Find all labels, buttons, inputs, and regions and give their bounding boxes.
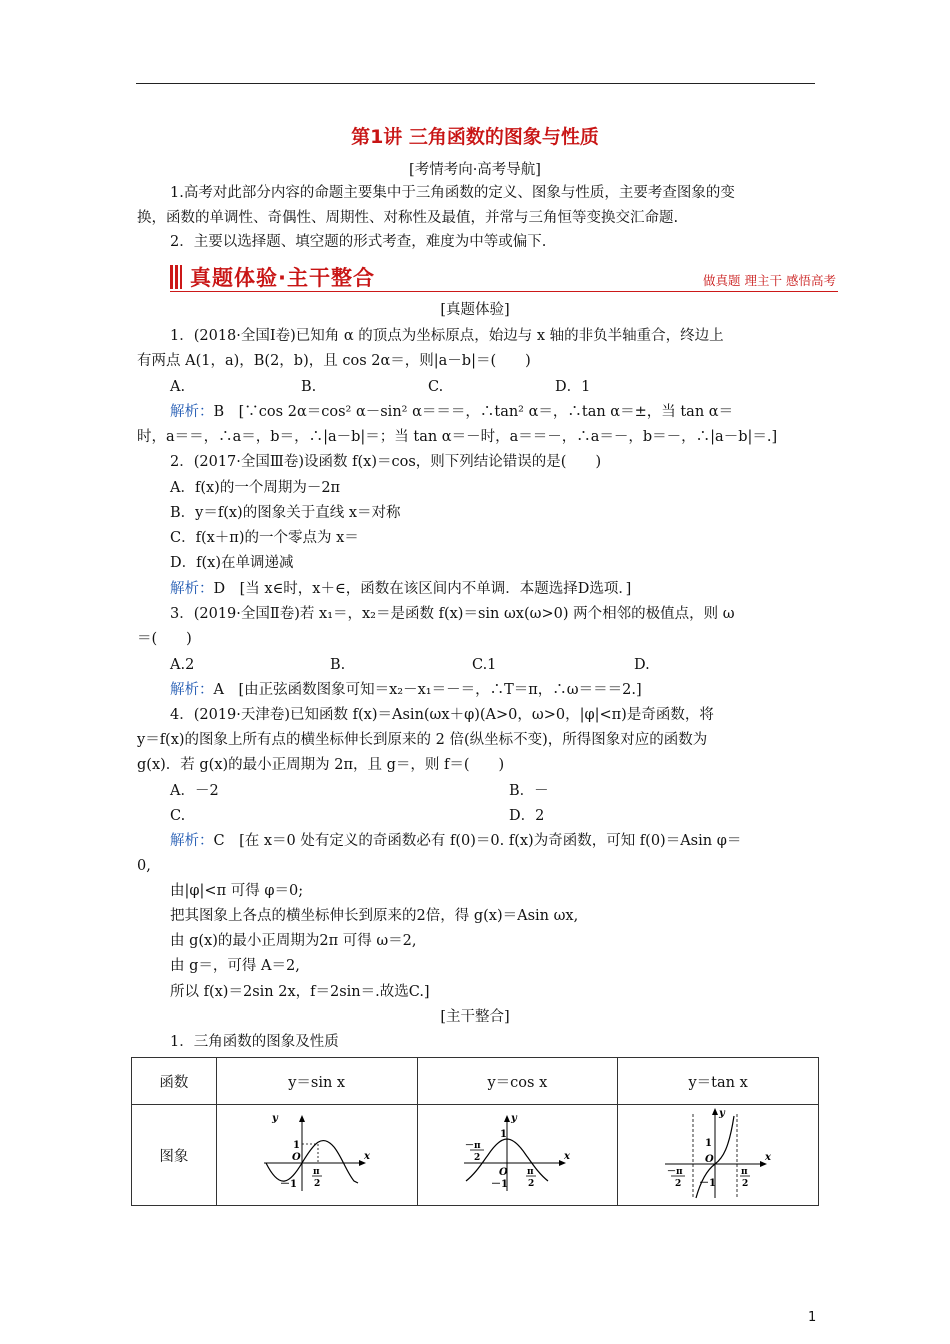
tan-y-label: y [719, 1108, 725, 1119]
banner-title: 真题体验·主干整合 [190, 266, 375, 290]
q4-option-a: A．－2 [170, 783, 219, 799]
q1-line2: 有两点 A(1，a)，B(2，b)，且 cos 2α＝，则|a－b|＝( ) [137, 353, 531, 369]
cos-x-label: x [564, 1151, 571, 1162]
header-cell-cos: y＝cos x [417, 1058, 618, 1105]
sin-x-label: x [363, 1151, 370, 1162]
q4-answer-line7: 所以 f(x)＝2sin 2x，f＝2sin＝.故选C.] [170, 984, 430, 1000]
q3-line1: 3．(2019·全国Ⅱ卷)若 x₁＝，x₂＝是函数 f(x)＝sin ωx(ω>0) 两个相邻的极值点，则 ω [170, 606, 735, 622]
tan-x-label: x [765, 1152, 772, 1163]
q4-answer-line6: 由 g＝，可得 A＝2, [170, 958, 300, 974]
tan-two-label-left: 2 [675, 1179, 682, 1189]
q4-jiexi-label: 解析： [170, 833, 214, 849]
banner-stripe [170, 265, 182, 289]
q3-option-b: B. [330, 657, 346, 673]
sin-origin-label: O [291, 1152, 301, 1163]
cos-y-label: y [511, 1113, 518, 1124]
cos-neg-pi-label: －π [465, 1141, 481, 1151]
q2-answer-text: D [当 x∈时，x＋∈，函数在该区间内不单调．本题选择D选项．] [213, 581, 632, 597]
q1-option-c: C. [428, 379, 444, 395]
q1-jiexi-label: 解析： [170, 404, 214, 420]
q1-answer-text1: B [∵cos 2α＝cos² α－sin² α＝＝＝，∴tan² α＝，∴tan α＝±，当 tan α＝ [213, 404, 734, 420]
sin-two-label: 2 [313, 1179, 320, 1189]
header-cell-sin: y＝sin x [216, 1058, 417, 1105]
q3-jiexi-label: 解析： [170, 682, 214, 698]
cos-neg-one-label: －1 [491, 1179, 509, 1190]
cos-two-label-left: 2 [474, 1153, 481, 1163]
cos-y-arrow-icon [504, 1115, 510, 1122]
section-banner [170, 262, 838, 292]
header-rule [136, 83, 815, 84]
tan-one-label: 1 [705, 1138, 713, 1149]
table-graph-row [132, 1105, 819, 1206]
q4-answer-line1 [170, 831, 741, 851]
page-number: 1 [808, 1310, 817, 1325]
q1-option-b: B. [301, 379, 317, 395]
section-zhenti: [真题体验] [440, 302, 510, 318]
cos-one-label: 1 [500, 1129, 508, 1140]
sin-curve [266, 1140, 358, 1183]
q2-option-c: C．f(x＋π)的一个零点为 x＝ [170, 530, 359, 546]
intro-p1-line2: 换，函数的单调性、奇偶性、周期性、对称性及最值，并常与三角恒等变换交汇命题. [137, 210, 679, 226]
cos-graph-cell [417, 1105, 618, 1206]
table-heading: 1．三角函数的图象及性质 [170, 1034, 339, 1050]
sin-graph [262, 1111, 372, 1195]
q4-answer-line5: 由 g(x)的最小正周期为2π 可得 ω＝2, [170, 933, 417, 949]
sin-neg-one-label: －1 [279, 1179, 297, 1190]
section-subtitle: [考情考向·高考导航] [409, 162, 541, 178]
header-cell-function: 函数 [132, 1058, 217, 1105]
q4-option-c: C. [170, 808, 186, 824]
q4-option-b: B．－ [509, 783, 549, 799]
tan-graph-cell [618, 1105, 819, 1206]
q1-answer-line1 [170, 402, 733, 422]
banner-tagline: 做真题 理主干 感悟高考 [703, 273, 836, 288]
tan-graph [663, 1106, 773, 1200]
row-label-graph: 图象 [132, 1105, 217, 1206]
cos-origin-label: O [499, 1167, 509, 1178]
tan-pi-label: π [741, 1167, 748, 1177]
cos-graph [462, 1111, 572, 1195]
tan-neg-pi-label: －π [667, 1167, 683, 1177]
q2-stem: 2．(2017·全国Ⅲ卷)设函数 f(x)＝cos，则下列结论错误的是( ) [170, 454, 602, 470]
q3-answer [170, 680, 642, 700]
sin-one-label: 1 [292, 1140, 300, 1151]
tan-neg-one-label: －1 [699, 1178, 717, 1189]
header-cell-tan: y＝tan x [618, 1058, 819, 1105]
tan-y-arrow-icon [712, 1108, 718, 1115]
q2-option-b: B．y＝f(x)的图象关于直线 x＝对称 [170, 505, 401, 521]
q2-answer [170, 579, 631, 599]
q4-option-d: D．2 [509, 808, 545, 824]
q1-option-d: D．1 [555, 379, 591, 395]
q2-jiexi-label: 解析： [170, 581, 214, 597]
q3-line2: ＝( ) [137, 631, 192, 647]
q1-option-a: A. [170, 379, 186, 395]
q4-line1: 4．(2019·天津卷)已知函数 f(x)＝Asin(ωx＋φ)(A>0，ω>0，|φ|<π)是奇函数，将 [170, 707, 714, 723]
q2-option-d: D．f(x)在单调递减 [170, 555, 294, 571]
tan-origin-label: O [705, 1154, 714, 1165]
q4-line3: g(x)．若 g(x)的最小正周期为 2π，且 g＝，则 f＝( ) [137, 757, 505, 773]
q4-answer-line4: 把其图象上各点的横坐标伸长到原来的2倍，得 g(x)＝Asin ωx, [170, 908, 579, 924]
sin-graph-cell [216, 1105, 417, 1206]
q1-line1: 1．(2018·全国Ⅰ卷)已知角 α 的顶点为坐标原点，始边与 x 轴的非负半轴重合，终边上 [170, 328, 724, 344]
q2-option-a: A．f(x)的一个周期为－2π [170, 480, 341, 496]
section-zhugan: [主干整合] [440, 1009, 510, 1025]
q3-option-d: D. [634, 657, 650, 673]
banner-underline [170, 291, 838, 292]
cos-pi-label: π [527, 1167, 534, 1177]
q3-answer-text: A [由正弦函数图象可知＝x₂－x₁＝－＝，∴T＝π，∴ω＝＝＝2.] [213, 682, 642, 698]
q3-option-a: A.2 [170, 657, 195, 673]
trig-function-table [131, 1057, 819, 1206]
sin-y-label: y [271, 1113, 278, 1124]
q4-answer-text1: C [在 x＝0 处有定义的奇函数必有 f(0)＝0. f(x)为奇函数，可知 f(0)＝Asin φ＝ [213, 833, 742, 849]
sin-y-arrow-icon [299, 1115, 305, 1122]
table-header-row [132, 1058, 819, 1105]
tan-two-label-right: 2 [742, 1179, 749, 1189]
q1-answer-line2: 时，a＝＝，∴a＝，b＝，∴|a－b|＝；当 tan α＝－时，a＝＝－，∴a＝－，b＝－，∴|a－b|＝.] [137, 429, 778, 445]
q4-answer-line3: 由|φ|<π 可得 φ＝0; [170, 883, 304, 899]
sin-pi-label: π [312, 1167, 320, 1177]
intro-p1-line1: 1.高考对此部分内容的命题主要集中于三角函数的定义、图象与性质，主要考查图象的变 [170, 185, 735, 201]
page-title: 第1讲 三角函数的图象与性质 [351, 126, 599, 148]
intro-p2: 2．主要以选择题、填空题的形式考查，难度为中等或偏下. [170, 234, 547, 250]
q4-line2: y＝f(x)的图象上所有点的横坐标伸长到原来的 2 倍(纵坐标不变)，所得图象对应的函数为 [137, 732, 708, 748]
q4-answer-line2: 0, [137, 858, 151, 874]
q3-option-c: C.1 [472, 657, 497, 673]
cos-two-label-right: 2 [528, 1179, 535, 1189]
